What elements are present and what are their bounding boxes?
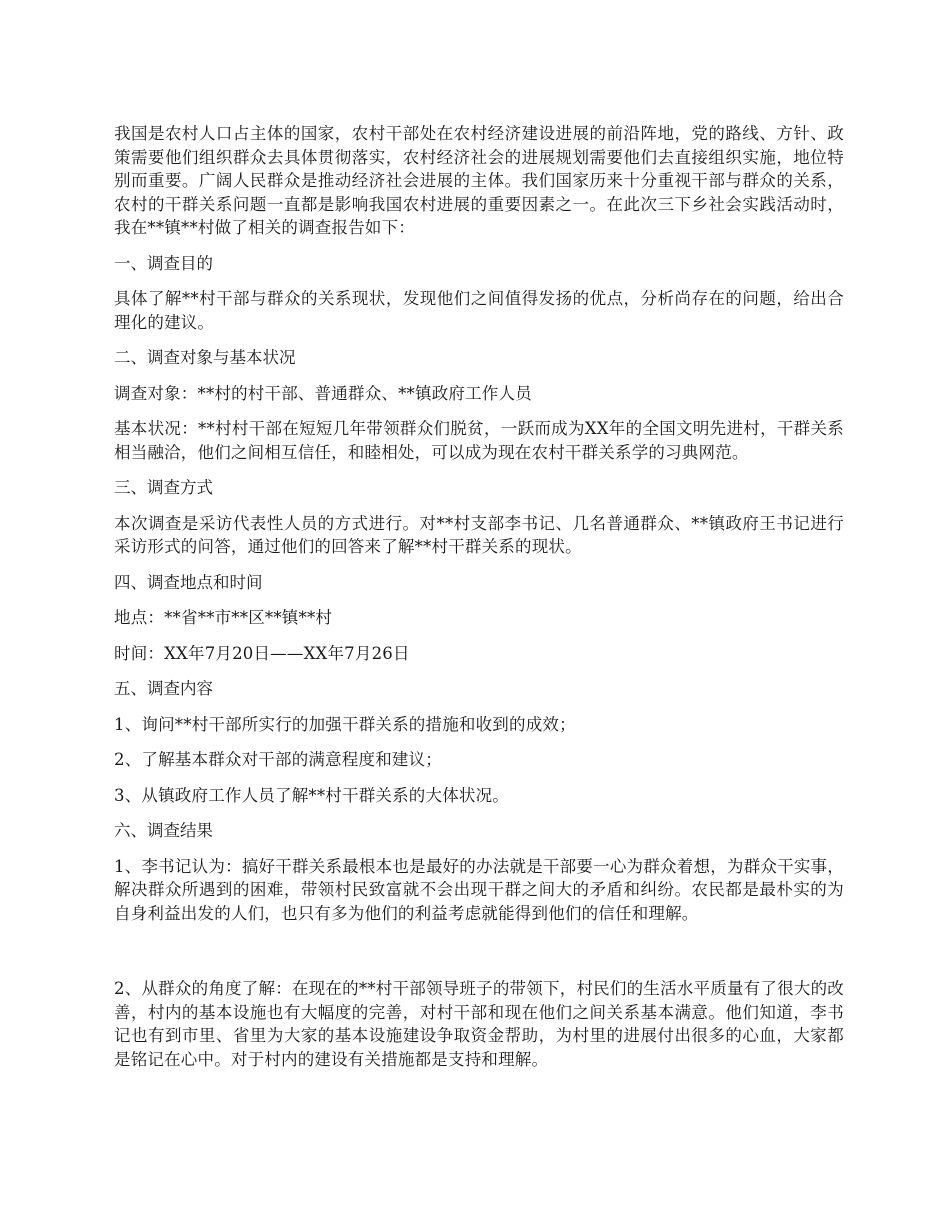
content-item-2: 2、了解基本群众对干部的满意程度和建议； [114, 750, 442, 769]
content-item-1: 1、询问**村干部所实行的加强干群关系的措施和收到的成效； [114, 714, 576, 734]
subjects-paragraph: 调查对象：**村的村干部、普通群众、**镇政府工作人员 [114, 383, 532, 403]
purpose-paragraph: 具体了解**村干部与群众的关系现状，发现他们之间值得发扬的优点，分析尚存在的问题，给出合理化的建议。 [114, 289, 844, 332]
time-paragraph: 时间：XX年7月20日——XX年7月26日 [114, 643, 410, 663]
section-heading-purpose: 一、调查目的 [114, 253, 213, 273]
basic-status-paragraph: 基本状况：**村村干部在短短几年带领群众们脱贫，一跃而成为XX年的全国文明先进村，干群关系相当融洽，他们之间相互信任，和睦相处，可以成为现在农村干群关系学的习典网范。 [114, 419, 844, 462]
content-item-3: 3、从镇政府工作人员了解**村干群关系的大体状况。 [114, 785, 509, 805]
method-paragraph: 本次调查是采访代表性人员的方式进行。对**村支部李书记、几名普通群众、**镇政府王书记进行采访形式的问答，通过他们的回答来了解**村干群关系的现状。 [114, 513, 844, 556]
result-paragraph-1: 1、李书记认为：搞好干群关系最根本也是最好的办法就是干部要一心为群众着想，为群众干实事，解决群众所遇到的困难，带领村民致富就不会出现干群之间大的矛盾和纠纷。农民都是最朴实的为自身利益出发的人们，也只有多为他们的利益考虑就能得到他们的信任和理解。 [114, 856, 844, 923]
place-paragraph: 地点：**省**市**区**镇**村 [114, 608, 333, 627]
section-heading-method: 三、调查方式 [114, 478, 213, 497]
section-heading-subjects: 二、调查对象与基本状况 [114, 348, 296, 367]
result-paragraph-2: 2、从群众的角度了解：在现在的**村干部领导班子的带领下，村民们的生活水平质量有了很大的改善，村内的基本设施也有大幅度的完善，对村干部和现在他们之间关系基本满意。他们知道，李书记也有到市里、省里为大家的基本设施建设争取资金帮助，为村里的进展付出很多的心血，大家都是铭记在心中。对于村内的建设有关措施都是支持和理解。 [114, 979, 844, 1069]
document-body [114, 122, 844, 1083]
section-heading-content: 五、调查内容 [114, 679, 213, 698]
paragraph-spacer [114, 937, 844, 977]
section-heading-results: 六、调查结果 [114, 821, 213, 840]
section-heading-place-time: 四、调查地点和时间 [114, 572, 263, 592]
intro-paragraph: 我国是农村人口占主体的国家，农村干部处在农村经济建设进展的前沿阵地，党的路线、方针、政策需要他们组织群众去具体贯彻落实，农村经济社会的进展规划需要他们去直接组织实施，地位特别而重要。广阔人民群众是推动经济社会进展的主体。我们国家历来十分重视干部与群众的关系，农村的干群关系问题一直都是影响我国农村进展的重要因素之一。在此次三下乡社会实践活动时，我在**镇**村做了相关的调查报告如下： [114, 124, 844, 237]
